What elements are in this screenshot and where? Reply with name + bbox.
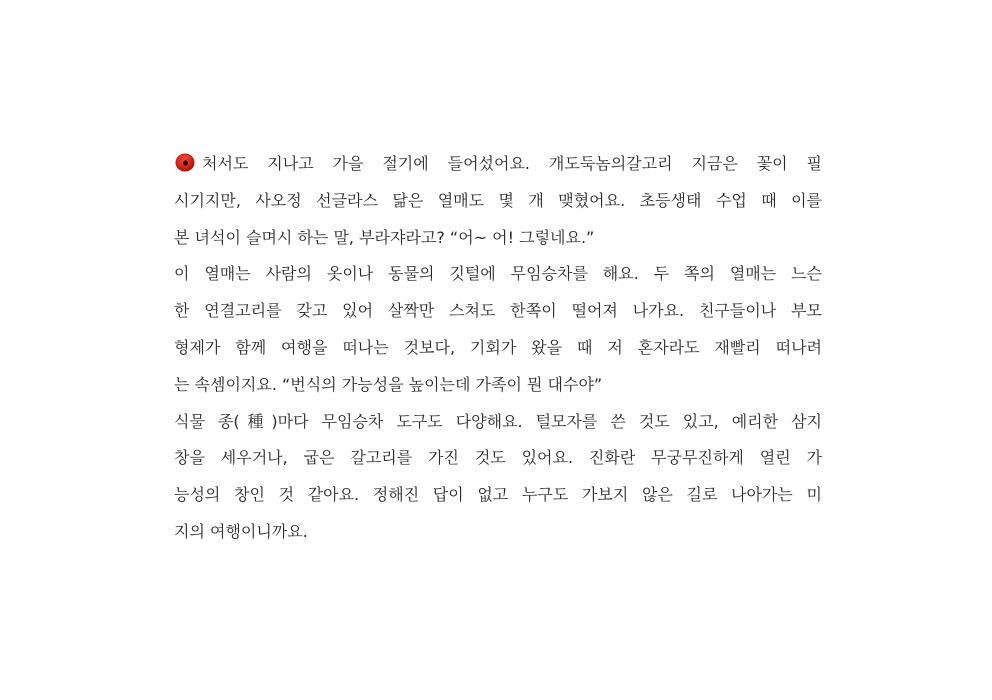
red-flower-bullet-icon [174, 150, 196, 172]
article-line-2: 시기지만, 사오정 선글라스 닮은 열매도 몇 개 맺혔어요. 초등생태 수업 때 이를 [174, 190, 822, 210]
article-line-6: 형제가 함께 여행을 떠나는 것보다, 기회가 왔을 때 저 혼자라도 재빨리 떠나려 [174, 337, 822, 357]
article-line-1 [174, 146, 822, 183]
article-line-8: 식물 종(種)마다 무임승차 도구도 다양해요. 털모자를 쓴 것도 있고, 예리한 삼지 [174, 411, 822, 431]
article-line-10: 능성의 창인 것 같아요. 정해진 답이 없고 누구도 가보지 않은 길로 나아가는 미 [174, 485, 822, 505]
article-line-text: 처서도 지나고 가을 절기에 들어섰어요. 개도둑놈의갈고리 지금은 꽃이 필 [202, 154, 822, 173]
article-body [174, 146, 822, 551]
article-line-3: 본 녀석이 슬며시 하는 말, 부라쟈라고? “어~ 어! 그렇네요.” [174, 227, 595, 247]
article-line-7: 는 속셈이지요. “번식의 가능성을 높이는데 가족이 뭔 대수야” [174, 374, 603, 394]
article-line-4: 이 열매는 사람의 옷이나 동물의 깃털에 무임승차를 해요. 두 쪽의 열매는 느슨 [174, 264, 822, 284]
article-line-5: 한 연결고리를 갖고 있어 살짝만 스쳐도 한쪽이 떨어져 나가요. 친구들이나 부모 [174, 301, 822, 321]
article-line-9: 창을 세우거나, 굽은 갈고리를 가진 것도 있어요. 진화란 무궁무진하게 열린 가 [174, 448, 822, 468]
article-line-11: 지의 여행이니까요. [174, 521, 308, 541]
